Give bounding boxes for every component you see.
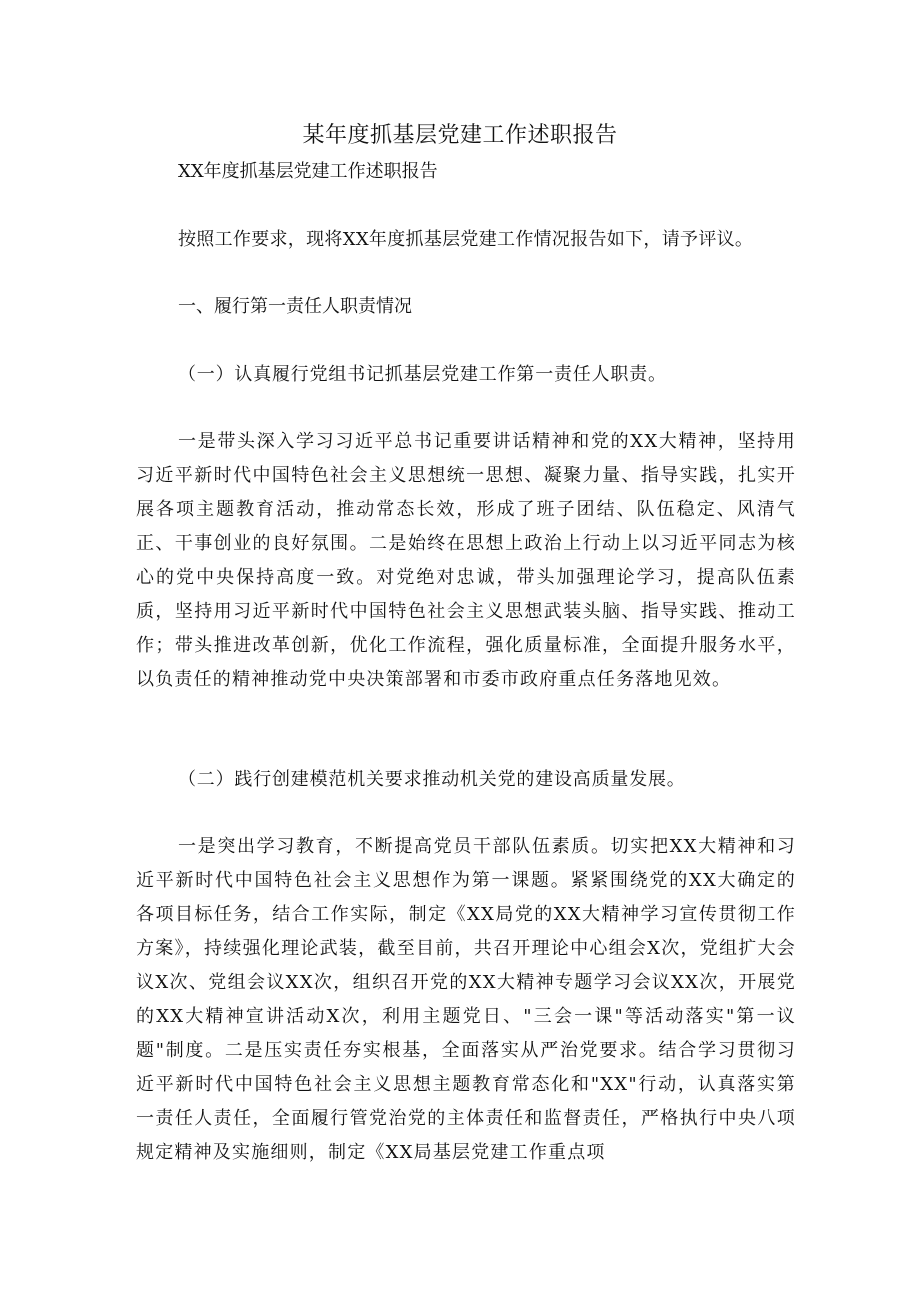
body-paragraph-2: 一是突出学习教育，不断提高党员干部队伍素质。切实把XX大精神和习近平新时代中国特色社会主义思想作为第一课题。紧紧围绕党的XX大确定的各项目标任务，结合工作实际，制定《XX局党的XX大精神学习宣传贯彻工作方案》，持续强化理论武装，截至目前，共召开理论中心组会X次，党组扩大会议X次、党组会议XX次，组织召开党的XX大精神专题学习会议XX次，开展党的XX大精神宣讲活动X次，利用主题党日、"三会一课"等活动落实"第一议题"制度。二是压实责任夯实根基，全面落实从严治党要求。结合学习贯彻习近平新时代中国特色社会主义思想主题教育常态化和"XX"行动，认真落实第一责任人责任，全面履行管党治党的主体责任和监督责任，严格执行中央八项规定精神及实施细则，制定《XX局基层党建工作重点项 bbox=[136, 836, 796, 1163]
intro-paragraph: 按照工作要求，现将XX年度抓基层党建工作情况报告如下，请予评议。 bbox=[178, 229, 754, 250]
subsection-heading-1: （一）认真履行党组书记抓基层党建工作第一责任人职责。 bbox=[178, 364, 667, 385]
section-heading-1: 一、履行第一责任人职责情况 bbox=[178, 296, 412, 317]
document-title: 某年度抓基层党建工作述职报告 bbox=[302, 123, 618, 148]
document-subtitle: XX年度抓基层党建工作述职报告 bbox=[178, 161, 438, 182]
subsection-heading-2: （二）践行创建模范机关要求推动机关党的建设高质量发展。 bbox=[178, 769, 686, 790]
body-paragraph-1: 一是带头深入学习习近平总书记重要讲话精神和党的XX大精神，坚持用习近平新时代中国特色社会主义思想统一思想、凝聚力量、指导实践，扎实开展各项主题教育活动，推动常态长效，形成了班子团结、队伍稳定、风清气正、干事创业的良好氛围。二是始终在思想上政治上行动上以习近平同志为核心的党中央保持高度一致。对党绝对忠诚，带头加强理论学习，提高队伍素质，坚持用习近平新时代中国特色社会主义思想武装头脑、指导实践、推动工作；带头推进改革创新，优化工作流程，强化质量标准，全面提升服务水平，以负责任的精神推动党中央决策部署和市委市政府重点任务落地见效。 bbox=[136, 431, 796, 690]
